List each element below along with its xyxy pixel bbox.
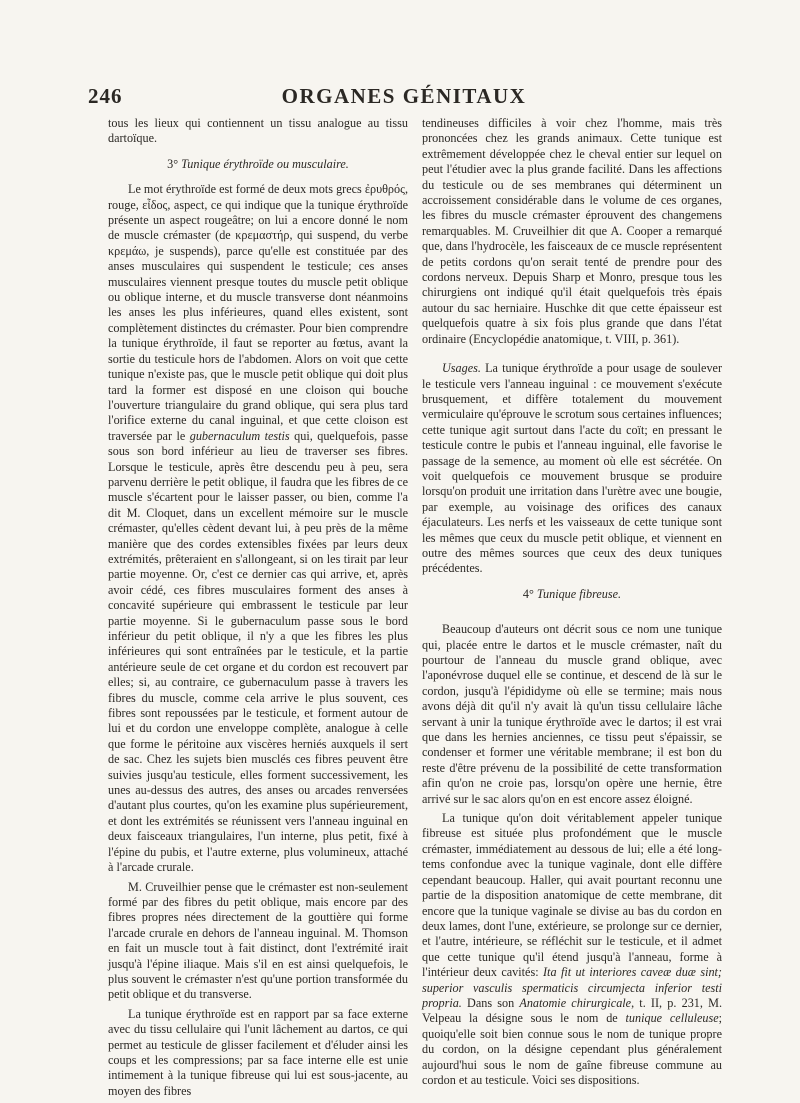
section-title: Tunique érythroïde ou musculaire. [181,156,349,171]
paragraph-text: qui, quelquefois, passe sous son bord inférieur au lieu de traverser ses fibres. Lorsque le testicule, après être descendu peu à peu, sera parvenu derrière le petit oblique, il faudra que les fibres de ce muscle s'écartent pour le laisser passer, ou bien, comme l'a dit M. Cloquet, dans un excellent mémoire sur le muscle crémaster, qu'elles cèdent devant lui, à peu près de la même manière que des cordes extensibles fixées par leurs deux extrémités, prêteraient en s'allongeant, si on les tirait par leur partie moyenne. Or, c'est ce dernier cas qui arrive, et, après avoir cédé, ces fibres musculaires forment des anses à concavité supérieure qui embrassent le testicule par leur partie moyenne. Si le gubernaculum passe sous le bord inférieur du petit oblique, il n'y a que les fibres les plus inférieures qui sont entraînées par le testicule, et la partie antérieure seule de cet organe et du cordon est recouvert par elles; si, au contraire, ce gubernaculum passe à travers les fibres du muscle, comme cela arrive le plus souvent, ces fibres sont repoussées par le testicule, et forment autour de lui et du cordon une enveloppe complète, analogue à celle que forme le péritoine aux viscères herniés auxquels il sert de sac. Chez les sujets bien musclés ces fibres peuvent être suivies jusqu'au testicule, elles forment successivement, les unes au-dessus des autres, des anses ou arcades renversées d'autant plus courtes, qu'on les examine plus supérieurement, et dont les extrémités se réunissent vers l'anneau inguinal en deux faisceaux triangulaires, l'un interne, plus petit, fixé à l'épine du pubis, et l'autre externe, plus volumineux, attaché à l'arcade crurale. [108,428,408,875]
right-column [422,116,722,1092]
latin-quote: Ita fit ut interiores caveæ duæ sint; superior vasculis spermaticis circumjecta inferior testi propria. [422,965,722,1010]
paragraph-text: La tunique érythroïde a pour usage de soulever le testicule vers l'anneau inguinal : ce mouvement s'exécute brusquement, et diffère totalement du mouvement vermiculaire qu'éprouve le scrotum sous certaines influences; cette tunique agit surtout dans l'acte du coït; en pressant le testicule contre le pubis et l'anneau inguinal, elle favorise le passage de la semence, au moment où elle est sécrétée. On voit quelquefois ce mouvement brusque se produire lorsqu'on produit une irritation dans l'urètre avec une bougie, par exemple, au voisinage des orifices des canaux éjaculateurs. Les nerfs et les vaisseaux de cette tunique sont les mêmes que ceux du muscle petit oblique, et viennent en outre des mêmes sources que ceux des deux tuniques précédentes. [422,361,723,576]
paragraph-text: , t. II, p. 231, M. Velpeau la désigne sous le nom de [422,995,722,1026]
paragraph-text: ; quoiqu'elle soit bien connue sous le nom de tunique propre du cordon, on la désigne cependant plus généralement aujourd'hui sous le nom de gaîne fibreuse commune au cordon et au testicule. Voici ses dispositions. [422,1011,723,1087]
paragraph: tendineuses difficiles à voir chez l'homme, mais très prononcées chez les grands animaux. Cette tunique est extrêmement développée chez le cheval entier sur lequel on peut l'étudier avec la plus grande facilité. Dans les affections du testicule ou de ses membranes qui déterminent un accroissement considérable dans le volume de ces organes, les fibres du muscle crémaster éprouvent des changemens remarquables. M. Cruveilhier dit que A. Cooper a remarqué que, dans l'hydrocèle, les faisceaux de ce muscle représentent de petits cordons qu'on serait tenté de prendre pour des cordons nerveux. Depuis Sharp et Monro, presque tous les chirurgiens ont indiqué qu'il était quelquefois très épais autour du sac herniaire. Huschke dit que cette épaisseur est quelquefois quatre à six fois plus grande que dans l'état ordinaire (Encyclopédie anatomique, t. VIII, p. 361). [422,116,722,346]
paragraph [422,361,722,577]
paragraph-text: Le mot érythroïde est formé de deux mots grecs ἐρυθρός, rouge, εἶδος, aspect, ce qui indique que la tunique érythroïde présente un aspect rougeâtre; on lui a encore donné le nom de muscle crémaster (de κρεμαστήρ, qui suspend, du verbe κρεμάω, je suspends), parce qu'elle est constituée par des anses musculaires qui suspendent le testicule; ces anses musculaires viennent presque toutes du muscle petit oblique ou oblique interne, et du muscle transverse dont néanmoins les anses les plus inférieures, quand elles existent, sont complètement distinctes du crémaster. Pour bien comprendre la tunique érythroïde, il faut se reporter au fœtus, avant la sortie du testicule hors de l'abdomen. Alors on voit que cette tunique n'existe pas, que le muscle petit oblique qui doit plus tard la former est disposé en une cloison qui bouche l'ouverture triangulaire du grand oblique, qui sera plus tard l'orifice externe du canal inguinal, et que cette cloison est traversée par le [108,182,408,443]
paragraph: La tunique érythroïde est en rapport par sa face externe avec du tissu cellulaire qui l'unit lâchement au dartos, ce qui permet au testicule de glisser facilement et d'éluder ainsi les coups et les compressions; par sa face interne elle est unie intimement à la tunique fibreuse qui lui est sous-jacente, au moyen des fibres [108,1006,408,1098]
left-column [108,116,408,1103]
page-header [88,84,720,112]
paragraph-text: Dans son [467,995,515,1010]
paragraph-lead: Usages. [442,361,481,376]
section-heading-fibreuse [422,587,722,602]
term: tunique celluleuse [625,1011,719,1026]
section-heading-erythroide [108,157,408,172]
paragraph [108,182,408,875]
paragraph-text: La tunique qu'on doit véritablement appeler tunique fibreuse est située plus profondément que le muscle crémaster, immédiatement au dessous de lui; elle a été long-tems confondue avec la tunique vaginale, dont elle diffère cependant beaucoup. Haller, qui avait pourtant reconnu une partie de la disposition anatomique de cette membrane, dit encore que la tunique vaginale se divise au bas du cordon en deux lames, dont l'une, extérieure, se prolonge sur ce dernier, et l'autre, intérieure, se réfléchit sur le testicule, et il admet que cette tunique qu'il étend jusqu'à l'anneau, forme à l'intérieur deux cavités: [422,811,722,980]
paragraph: Beaucoup d'auteurs ont décrit sous ce nom une tunique qui, placée entre le dartos et le muscle crémaster, naît du pourtour de l'anneau du muscle grand oblique, avec l'aponévrose duquel elle se continue, et descend de là sur le cordon, jusqu'à l'épididyme où elle se termine; mais nous avons déjà dit qu'il n'y avait là qu'un tissu cellulaire lâche servant à unir la tunique érythroïde avec le dartos; il est vrai que dans les hernies anciennes, ce tissu peut s'épaissir, se condenser et former une véritable membrane; il est bon du reste d'être prévenu de la possibilité de cette transformation afin qu'on ne croie pas, lorsqu'on opère une hernie, être arrivé sur le sac alors qu'on en est encore assez éloigné. [422,622,722,806]
paragraph: tous les lieux qui contiennent un tissu analogue au tissu dartoïque. [108,116,408,146]
page-number: 246 [88,84,123,108]
running-title: ORGANES GÉNITAUX [281,84,527,108]
paragraph: M. Cruveilhier pense que le crémaster est non-seulement formé par des fibres du petit oblique, mais encore par des fibres propres nées directement de la gouttière qui forme l'arcade crurale en dehors de l'anneau inguinal. M. Thomson en fait un muscle tout à fait distinct, dont l'extrémité irait jusqu'à l'épine iliaque. Mais s'il en est ainsi quelquefois, le plus souvent le crémaster n'est qu'une portion transformée du petit oblique et du transverse. [108,879,408,1002]
section-title: Tunique fibreuse. [536,586,622,601]
latin-term: gubernaculum testis [189,428,290,443]
book-title: Anatomie chirurgicale [519,995,632,1010]
paragraph [422,811,722,1088]
section-number: 3° [167,156,179,171]
section-number: 4° [522,586,534,601]
